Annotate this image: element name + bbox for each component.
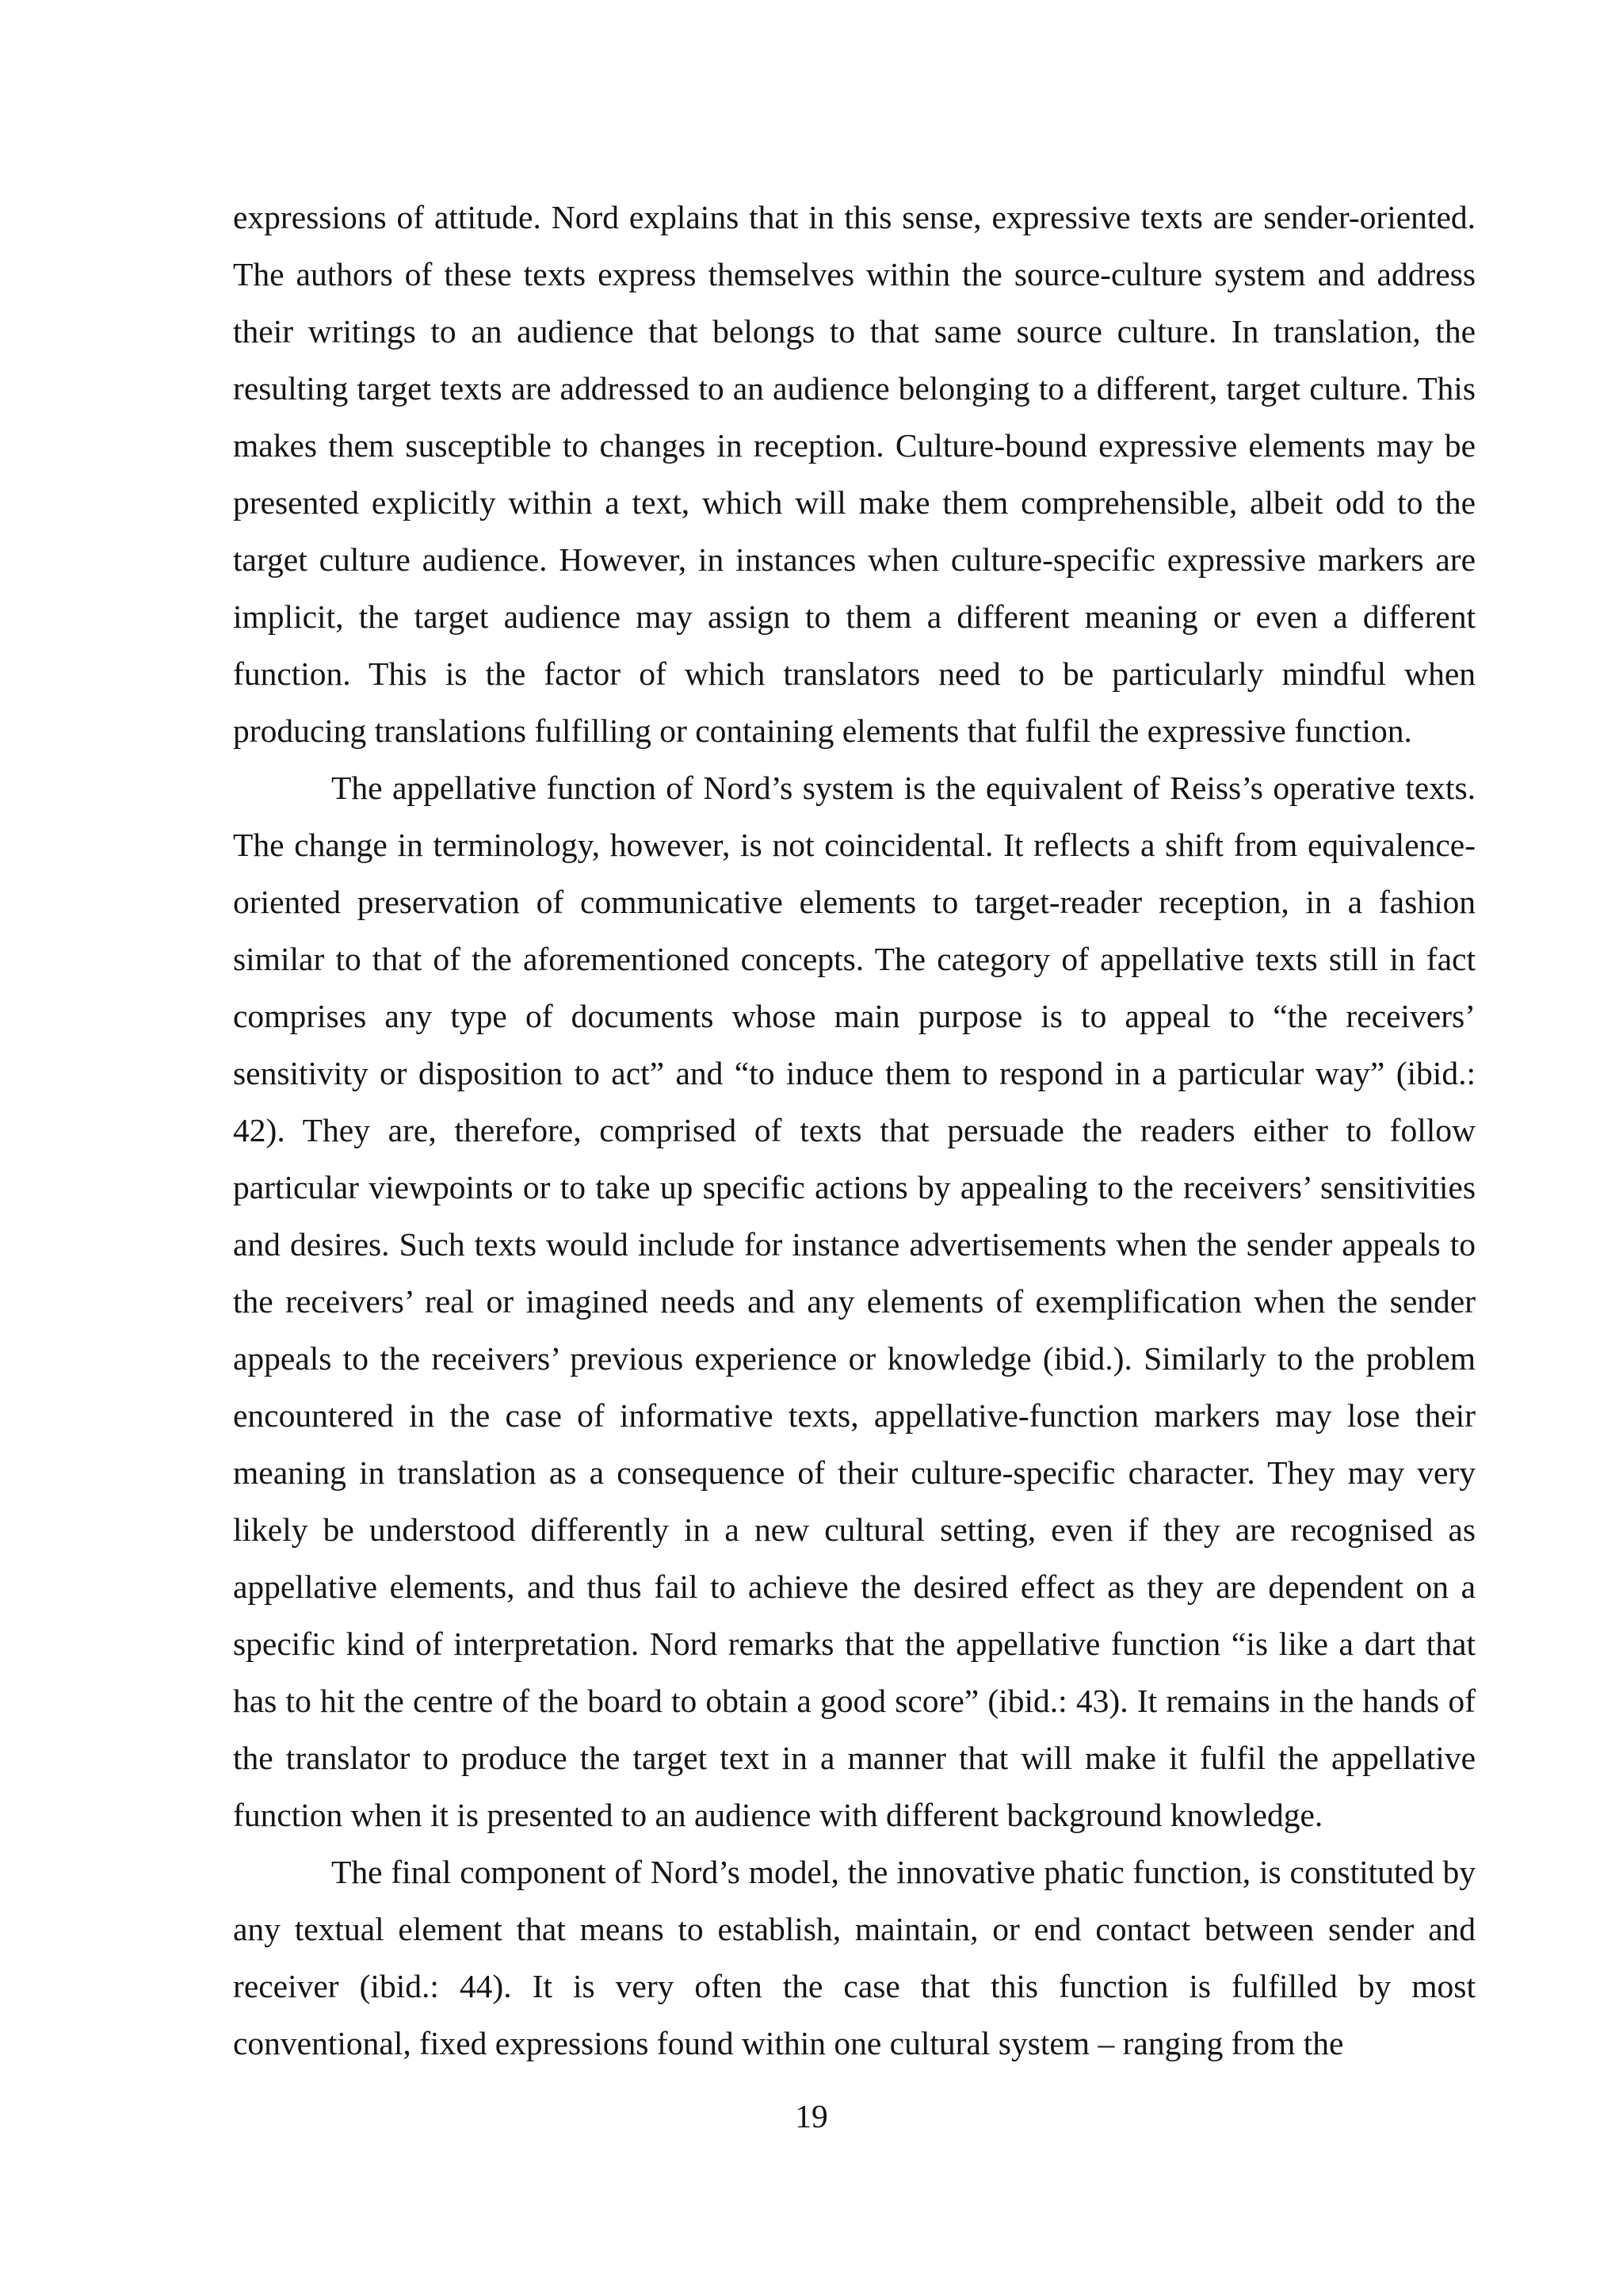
body-text bbox=[233, 189, 1476, 2072]
paragraph-phatic-function: The final component of Nord’s model, the innovative phatic function, is constituted by any textual element that means to establish, maintain, or end contact between sender and receiver (ibid.: 44). It is very often the case that this function is fulfilled by most conventional, fixed expressions found within one cultural system – ranging from the bbox=[233, 1854, 1476, 2061]
paragraph-appellative-function: The appellative function of Nord’s system is the equivalent of Reiss’s operative texts. The change in terminology, however, is not coincidental. It reflects a shift from equivalence-oriented preservation of communicative elements to target-reader reception, in a fashion similar to that of the aforementioned concepts. The category of appellative texts still in fact comprises any type of documents whose main purpose is to appeal to “the receivers’ sensitivity or disposition to act” and “to induce them to respond in a particular way” (ibid.: 42). They are, therefore, comprised of texts that persuade the readers either to follow particular viewpoints or to take up specific actions by appealing to the receivers’ sensitivities and desires. Such texts would include for instance advertisements when the sender appeals to the receivers’ real or imagined needs and any elements of exemplification when the sender appeals to the receivers’ previous experience or knowledge (ibid.). Similarly to the problem encountered in the case of informative texts, appellative-function markers may lose their meaning in translation as a consequence of their culture-specific character. They may very likely be understood differently in a new cultural setting, even if they are recognised as appellative elements, and thus fail to achieve the desired effect as they are dependent on a specific kind of interpretation. Nord remarks that the appellative function “is like a dart that has to hit the centre of the board to obtain a good score” (ibid.: 43). It remains in the hands of the translator to produce the target text in a manner that will make it fulfil the appellative function when it is presented to an audience with different background knowledge. bbox=[233, 770, 1476, 1833]
paragraph-expressive-function: expressions of attitude. Nord explains that in this sense, expressive texts are sender-oriented. The authors of these texts express themselves within the source-culture system and address their writings to an audience that belongs to that same source culture. In translation, the resulting target texts are addressed to an audience belonging to a different, target culture. This makes them susceptible to changes in reception. Culture-bound expressive elements may be presented explicitly within a text, which will make them comprehensible, albeit odd to the target culture audience. However, in instances when culture-specific expressive markers are implicit, the target audience may assign to them a different meaning or even a different function. This is the factor of which translators need to be particularly mindful when producing translations fulfilling or containing elements that fulfil the expressive function. bbox=[233, 199, 1476, 749]
page-number: 19 bbox=[795, 2098, 828, 2134]
